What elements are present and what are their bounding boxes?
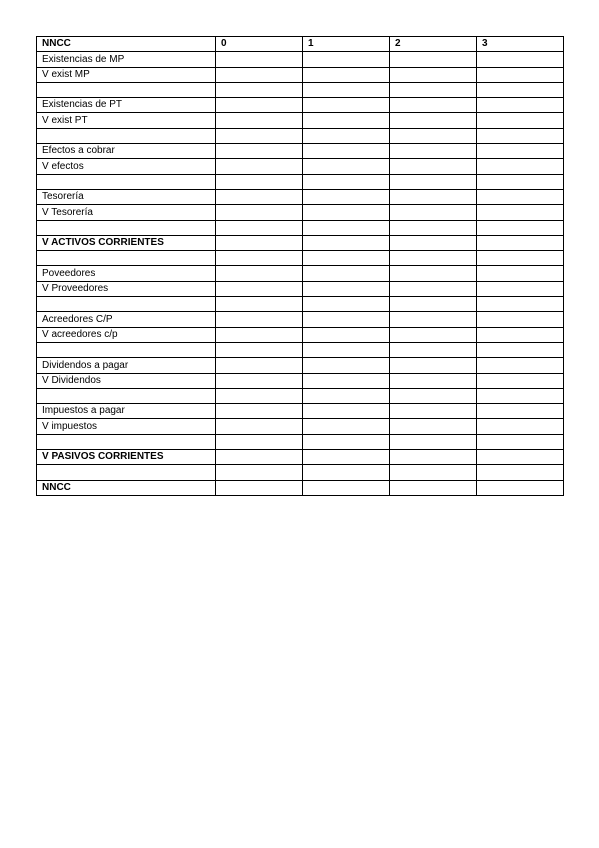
value-cell-period-0 [216,174,303,189]
value-cell-period-0 [216,52,303,67]
table-row [37,82,564,97]
value-cell-period-0 [216,128,303,143]
value-cell-period-2 [390,450,477,465]
value-cell-period-2 [390,67,477,82]
value-cell-period-1 [303,312,390,327]
value-cell-period-0 [216,404,303,419]
header-cell-label: NNCC [37,37,216,52]
value-cell-period-3 [477,98,564,113]
value-cell-period-0 [216,450,303,465]
value-cell-period-0 [216,189,303,204]
value-cell-period-3 [477,205,564,220]
table-row [37,388,564,403]
value-cell-period-3 [477,419,564,434]
value-cell-period-2 [390,266,477,281]
value-cell-period-1 [303,480,390,495]
value-cell-period-2 [390,480,477,495]
row-label-cell [37,297,216,312]
row-label-cell: Dividendos a pagar [37,358,216,373]
row-label-cell: Existencias de MP [37,52,216,67]
value-cell-period-2 [390,312,477,327]
value-cell-period-0 [216,373,303,388]
value-cell-period-3 [477,159,564,174]
row-label-cell [37,128,216,143]
value-cell-period-3 [477,450,564,465]
table-row [37,342,564,357]
value-cell-period-1 [303,327,390,342]
value-cell-period-2 [390,128,477,143]
value-cell-period-1 [303,297,390,312]
value-cell-period-1 [303,189,390,204]
value-cell-period-3 [477,327,564,342]
value-cell-period-0 [216,327,303,342]
row-label-cell [37,82,216,97]
value-cell-period-3 [477,174,564,189]
value-cell-period-1 [303,52,390,67]
nncc-table [36,36,564,496]
value-cell-period-2 [390,205,477,220]
table-row [37,205,564,220]
header-cell-period-1: 1 [303,37,390,52]
value-cell-period-1 [303,220,390,235]
value-cell-period-2 [390,388,477,403]
value-cell-period-0 [216,434,303,449]
row-label-cell: NNCC [37,480,216,495]
value-cell-period-2 [390,342,477,357]
row-label-cell: V acreedores c/p [37,327,216,342]
value-cell-period-3 [477,128,564,143]
value-cell-period-3 [477,113,564,128]
value-cell-period-1 [303,342,390,357]
table-row [37,67,564,82]
table-row [37,297,564,312]
value-cell-period-1 [303,205,390,220]
value-cell-period-0 [216,144,303,159]
value-cell-period-2 [390,159,477,174]
value-cell-period-3 [477,373,564,388]
table-row [37,174,564,189]
value-cell-period-3 [477,342,564,357]
table-row [37,404,564,419]
value-cell-period-2 [390,189,477,204]
value-cell-period-1 [303,128,390,143]
row-label-cell: V Dividendos [37,373,216,388]
value-cell-period-0 [216,465,303,480]
value-cell-period-1 [303,144,390,159]
value-cell-period-2 [390,297,477,312]
row-label-cell: Tesorería [37,189,216,204]
value-cell-period-3 [477,358,564,373]
table-row [37,144,564,159]
header-cell-period-3: 3 [477,37,564,52]
value-cell-period-3 [477,465,564,480]
value-cell-period-0 [216,98,303,113]
row-label-cell: V ACTIVOS CORRIENTES [37,235,216,250]
row-label-cell: Poveedores [37,266,216,281]
value-cell-period-2 [390,373,477,388]
value-cell-period-3 [477,434,564,449]
value-cell-period-3 [477,297,564,312]
value-cell-period-2 [390,174,477,189]
row-label-cell: V exist MP [37,67,216,82]
value-cell-period-0 [216,342,303,357]
value-cell-period-1 [303,388,390,403]
table-row [37,358,564,373]
value-cell-period-0 [216,251,303,266]
value-cell-period-2 [390,281,477,296]
row-label-cell: V efectos [37,159,216,174]
value-cell-period-3 [477,144,564,159]
row-label-cell [37,174,216,189]
value-cell-period-3 [477,404,564,419]
table-row [37,450,564,465]
value-cell-period-2 [390,113,477,128]
value-cell-period-1 [303,465,390,480]
value-cell-period-0 [216,480,303,495]
value-cell-period-1 [303,174,390,189]
value-cell-period-2 [390,82,477,97]
value-cell-period-3 [477,251,564,266]
table-row [37,52,564,67]
table-row [37,281,564,296]
value-cell-period-0 [216,419,303,434]
value-cell-period-1 [303,82,390,97]
value-cell-period-3 [477,235,564,250]
value-cell-period-0 [216,235,303,250]
value-cell-period-1 [303,404,390,419]
table-row [37,312,564,327]
table-row [37,251,564,266]
value-cell-period-1 [303,113,390,128]
value-cell-period-0 [216,266,303,281]
value-cell-period-3 [477,52,564,67]
value-cell-period-3 [477,266,564,281]
table-row [37,266,564,281]
value-cell-period-0 [216,281,303,296]
value-cell-period-2 [390,235,477,250]
value-cell-period-2 [390,251,477,266]
value-cell-period-2 [390,52,477,67]
value-cell-period-0 [216,312,303,327]
header-cell-period-2: 2 [390,37,477,52]
value-cell-period-3 [477,82,564,97]
value-cell-period-3 [477,281,564,296]
table-row [37,128,564,143]
value-cell-period-1 [303,98,390,113]
row-label-cell [37,342,216,357]
value-cell-period-1 [303,373,390,388]
table-row [37,373,564,388]
row-label-cell: Existencias de PT [37,98,216,113]
table-row [37,98,564,113]
value-cell-period-0 [216,67,303,82]
table-row [37,235,564,250]
value-cell-period-1 [303,434,390,449]
value-cell-period-1 [303,281,390,296]
row-label-cell: Acreedores C/P [37,312,216,327]
value-cell-period-2 [390,358,477,373]
value-cell-period-0 [216,82,303,97]
value-cell-period-0 [216,388,303,403]
row-label-cell [37,220,216,235]
row-label-cell: V PASIVOS CORRIENTES [37,450,216,465]
value-cell-period-2 [390,220,477,235]
value-cell-period-1 [303,450,390,465]
table-row [37,480,564,495]
value-cell-period-2 [390,98,477,113]
value-cell-period-0 [216,358,303,373]
value-cell-period-3 [477,312,564,327]
value-cell-period-0 [216,113,303,128]
value-cell-period-3 [477,480,564,495]
value-cell-period-1 [303,67,390,82]
table-row [37,159,564,174]
value-cell-period-1 [303,251,390,266]
table-row [37,113,564,128]
row-label-cell: V exist PT [37,113,216,128]
row-label-cell [37,465,216,480]
row-label-cell [37,251,216,266]
table-row [37,189,564,204]
value-cell-period-0 [216,205,303,220]
value-cell-period-2 [390,327,477,342]
row-label-cell: V impuestos [37,419,216,434]
row-label-cell [37,434,216,449]
row-label-cell: Impuestos a pagar [37,404,216,419]
value-cell-period-3 [477,388,564,403]
value-cell-period-3 [477,220,564,235]
row-label-cell: V Tesorería [37,205,216,220]
table-row [37,419,564,434]
value-cell-period-3 [477,67,564,82]
table-header-row [37,37,564,52]
value-cell-period-1 [303,235,390,250]
value-cell-period-2 [390,144,477,159]
value-cell-period-1 [303,358,390,373]
value-cell-period-2 [390,465,477,480]
table-row [37,465,564,480]
nncc-table-body [37,37,564,496]
table-row [37,220,564,235]
value-cell-period-2 [390,404,477,419]
value-cell-period-1 [303,266,390,281]
table-row [37,327,564,342]
row-label-cell [37,388,216,403]
value-cell-period-0 [216,159,303,174]
header-cell-period-0: 0 [216,37,303,52]
value-cell-period-1 [303,159,390,174]
row-label-cell: Efectos a cobrar [37,144,216,159]
value-cell-period-0 [216,297,303,312]
value-cell-period-1 [303,419,390,434]
value-cell-period-0 [216,220,303,235]
table-row [37,434,564,449]
row-label-cell: V Proveedores [37,281,216,296]
value-cell-period-2 [390,419,477,434]
value-cell-period-3 [477,189,564,204]
value-cell-period-2 [390,434,477,449]
